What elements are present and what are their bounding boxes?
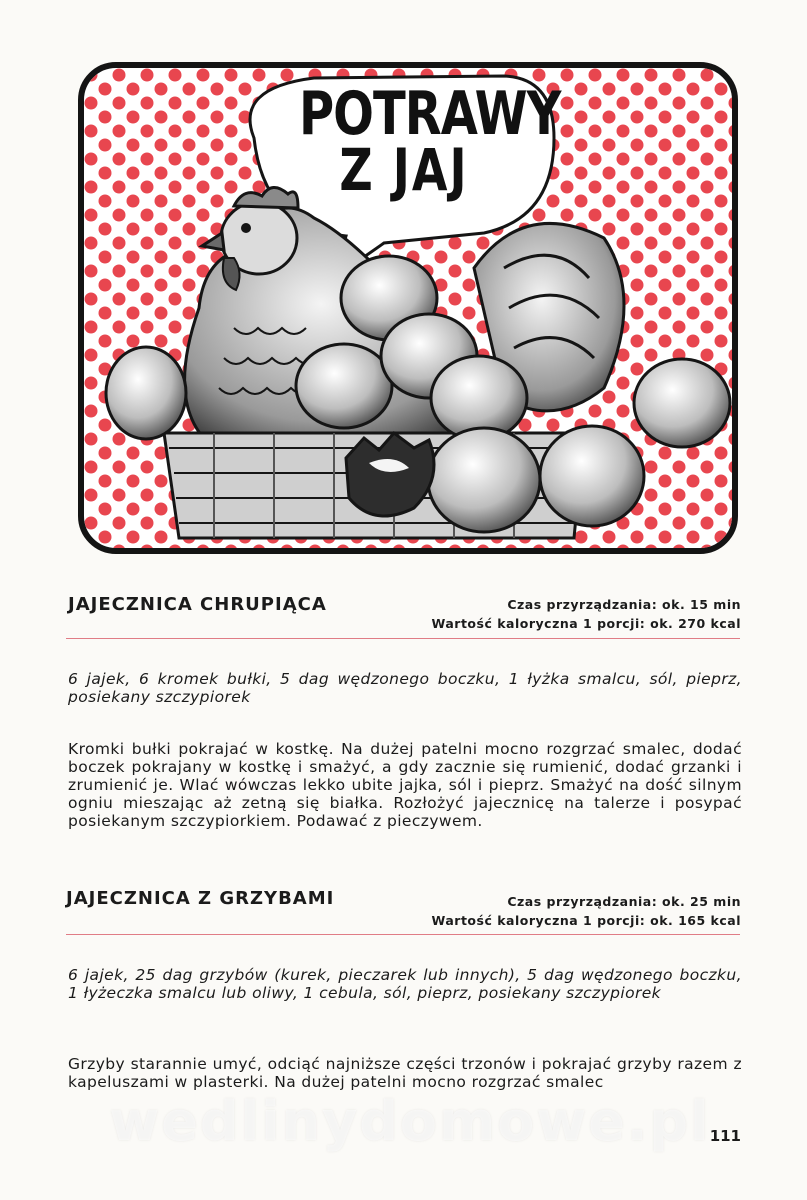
illustration-title <box>299 79 561 204</box>
recipe-2-meta <box>432 892 741 930</box>
recipe-1-method: Kromki bułki pokrajać w kostkę. Na dużej patelni mocno rozgrzać smalec, dodać boczek pokrajany w kostkę i smażyć, a gdy zacznie się rumienić, dodać grzanki i zrumienić je. Wlać wówczas lekko ubite jajka, sól i pieprz. Smażyć na dość silnym ogniu mieszając aż zetną się białka. Rozłożyć jajecznicę na talerze i posypać posiekanym szczypiorkiem. Podawać z pieczywem. <box>68 740 742 830</box>
page-number: 111 <box>709 1127 741 1145</box>
recipe-2-title: JAJECZNICA Z GRZYBAMI <box>66 888 335 909</box>
recipe-2-calories: Wartość kaloryczna 1 porcji: ok. 165 kcal <box>431 913 741 928</box>
illustration-title-line2: Z JAJ <box>339 136 469 204</box>
recipe-1-time: Czas przyrządzania: ok. 15 min <box>507 597 741 612</box>
recipe-2-time: Czas przyrządzania: ok. 25 min <box>507 894 741 909</box>
recipe-2-ingredients: 6 jajek, 25 dag grzybów (kurek, pieczarek lub innych), 5 dag wędzonego boczku, 1 łyżeczka smalcu lub oliwy, 1 cebula, sól, pieprz, posiekany szczypiorek <box>68 966 742 1002</box>
recipe-2-method: Grzyby starannie umyć, odciąć najniższe części trzonów i pokrajać grzyby razem z kapeluszami w plasterki. Na dużej patelni mocno rozgrzać smalec <box>68 1055 742 1091</box>
recipe-1-ingredients: 6 jajek, 6 kromek bułki, 5 dag wędzonego boczku, 1 łyżka smalcu, sól, pieprz, posiekany szczypiorek <box>68 670 742 706</box>
recipe-1-calories: Wartość kaloryczna 1 porcji: ok. 270 kcal <box>431 616 741 631</box>
recipe-1-title: JAJECZNICA CHRUPIĄCA <box>68 594 327 615</box>
recipe-1-divider <box>66 638 740 639</box>
illustration-title-line1: POTRAWY <box>299 79 561 149</box>
illustration-panel <box>78 62 738 554</box>
recipe-1-meta <box>432 595 741 633</box>
watermark: wedlinydomowe.pl <box>109 1090 711 1153</box>
recipe-2-divider <box>66 934 740 935</box>
